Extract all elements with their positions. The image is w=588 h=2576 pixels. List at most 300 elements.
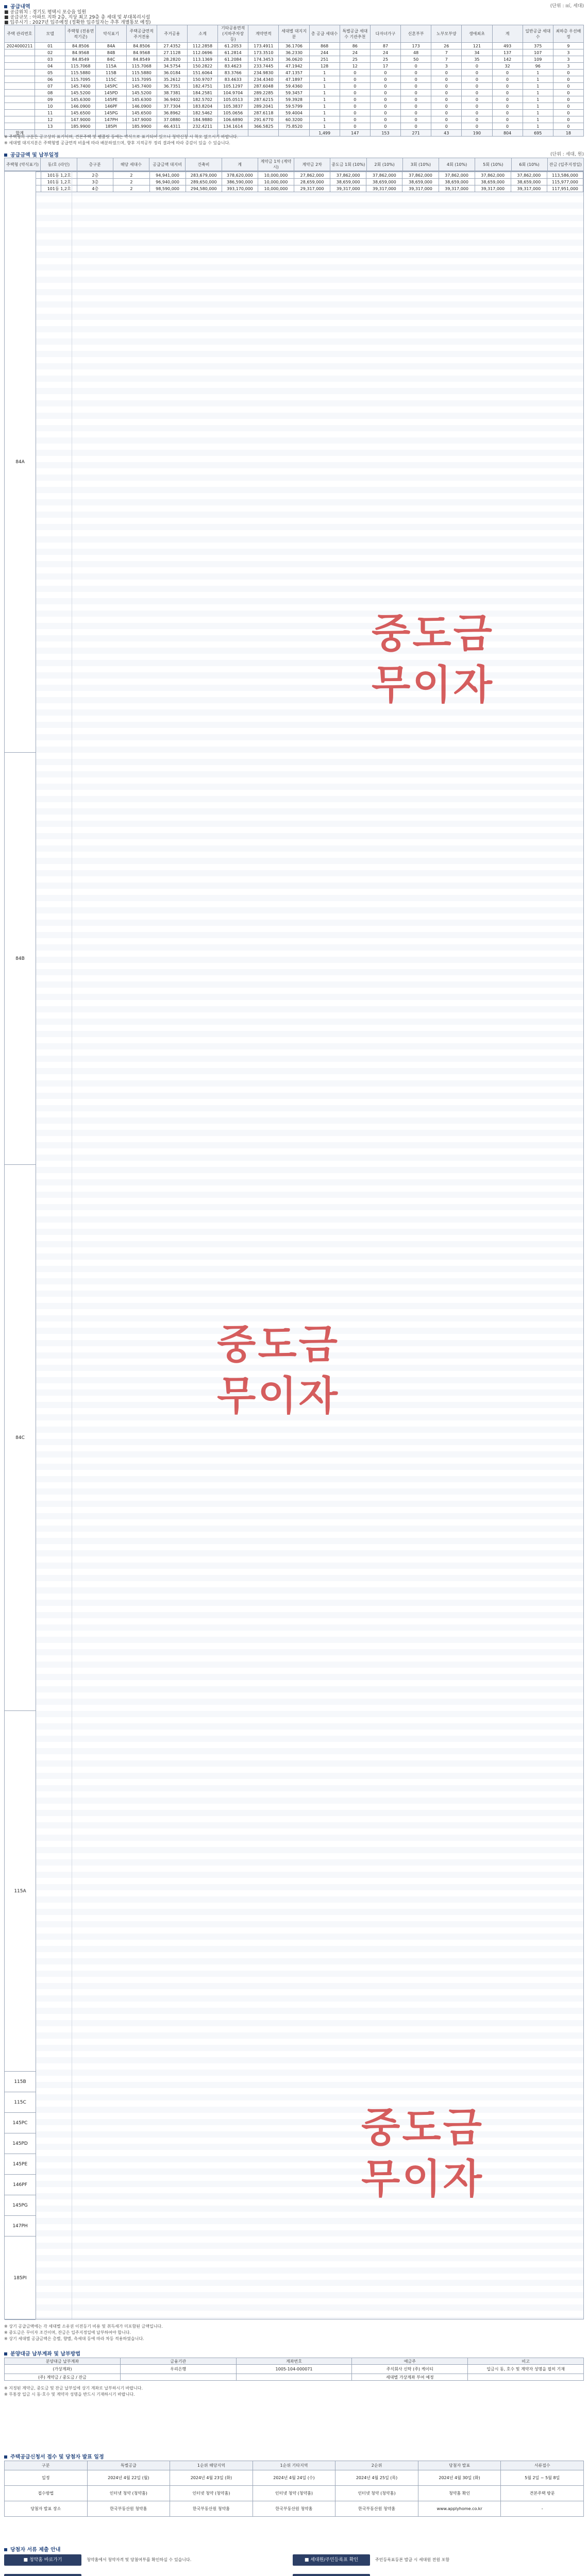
supply-cell: 36.7351 bbox=[157, 83, 187, 90]
supply-cell: 02 bbox=[35, 49, 65, 56]
price-cell: 10,000,000 bbox=[258, 172, 294, 179]
supply-cell: 84.8549 bbox=[126, 56, 157, 63]
supply-row bbox=[5, 70, 584, 76]
account-row bbox=[5, 2365, 584, 2374]
supply-header-cell: 세대별 대지지분 bbox=[279, 25, 309, 43]
schedule-header-cell: 당첨자 발표 bbox=[418, 2461, 501, 2470]
supply-cell: 36.0620 bbox=[279, 56, 309, 63]
supply-cell: 105.0513 bbox=[218, 96, 248, 103]
price-table-body bbox=[4, 171, 584, 2319]
price-header-cell: 3회 (10%) bbox=[402, 158, 439, 171]
supply-cell: 83.3766 bbox=[218, 70, 248, 76]
supply-cell: 59.3928 bbox=[279, 96, 309, 103]
price-header-cell: 5회 (10%) bbox=[475, 158, 511, 171]
supply-cell: 145.6500 bbox=[126, 110, 157, 116]
stamp-interest-free-1 bbox=[330, 608, 536, 711]
supply-cell bbox=[5, 49, 35, 56]
price-heading bbox=[4, 150, 59, 158]
info-line-location: ■ 공급위치 : 경기도 평택시 포승읍 일원 bbox=[4, 10, 87, 15]
supply-cell: 1 bbox=[309, 70, 340, 76]
supply-cell: 0 bbox=[401, 76, 431, 83]
supply-cell: 0 bbox=[401, 123, 431, 130]
supply-heading-text: 공급내역 bbox=[10, 4, 30, 10]
supply-cell: 48 bbox=[401, 49, 431, 56]
stamp-1-line-1: 중도금 bbox=[371, 611, 495, 657]
supply-cell: 87 bbox=[370, 43, 400, 49]
supply-cell: 11 bbox=[35, 110, 65, 116]
supply-cell: 493 bbox=[492, 43, 523, 49]
price-cell: 117,951,000 bbox=[547, 185, 583, 192]
supply-cell: 09 bbox=[35, 96, 65, 103]
price-note-1: ※ 상기 공급금액에는 각 세대별 소유권 이전등기 비용 및 취득세가 미포함된 금액입니다. bbox=[4, 2324, 163, 2329]
price-cell: 386,590,000 bbox=[222, 179, 258, 185]
schedule-cell: 2024년 4월 24일 (수) bbox=[253, 2470, 335, 2486]
supply-cell: 150.9707 bbox=[187, 76, 217, 83]
supply-cell: 1 bbox=[523, 90, 553, 96]
price-cell: 3층 bbox=[77, 179, 113, 185]
supply-cell bbox=[5, 123, 35, 130]
price-cell: 39,317,000 bbox=[402, 185, 439, 192]
supply-cell: 0 bbox=[340, 76, 370, 83]
price-header-cell: 잔금 (입주지정일) bbox=[547, 158, 583, 171]
supply-cell: 0 bbox=[340, 90, 370, 96]
supply-cell: 0 bbox=[370, 70, 400, 76]
price-header-cell: 계 bbox=[222, 158, 258, 171]
price-cell: 96,940,000 bbox=[149, 179, 186, 185]
supply-cell: 0 bbox=[553, 76, 583, 83]
price-cell: 38,659,000 bbox=[402, 179, 439, 185]
supply-cell: 174.3453 bbox=[248, 56, 279, 63]
supply-cell: 25 bbox=[340, 56, 370, 63]
supply-header-cell: 계 bbox=[492, 25, 523, 43]
supply-cell: 59.4360 bbox=[279, 83, 309, 90]
price-cell: 10,000,000 bbox=[258, 185, 294, 192]
schedule-header-cell: 1순위 해당지역 bbox=[170, 2461, 253, 2470]
schedule-cell: 접수방법 bbox=[5, 2486, 88, 2501]
supply-cell: 0 bbox=[462, 83, 492, 90]
supply-cell: 173.4911 bbox=[248, 43, 279, 49]
supply-cell: 07 bbox=[35, 83, 65, 90]
supply-cell: 106.6890 bbox=[218, 116, 248, 123]
supply-cell: 287.6048 bbox=[248, 83, 279, 90]
supply-cell: 0 bbox=[401, 103, 431, 110]
supply-cell: 47.1357 bbox=[279, 70, 309, 76]
price-heading-text: 공급금액 및 납부일정 bbox=[10, 152, 59, 158]
supply-cell: 84C bbox=[96, 56, 126, 63]
price-cell: 2층 bbox=[77, 172, 113, 179]
price-cell: 39,317,000 bbox=[366, 185, 402, 192]
price-group-label: 115C bbox=[5, 2092, 36, 2113]
price-cell: 37,862,000 bbox=[366, 172, 402, 179]
price-cell: 38,659,000 bbox=[366, 179, 402, 185]
info-line-move-in: ■ 입주시기 : 2027년 입주예정 (정확한 입주일자는 추후 개별통보 예정) bbox=[4, 20, 151, 25]
supply-cell: 36.2330 bbox=[279, 49, 309, 56]
supply-cell bbox=[5, 90, 35, 96]
supply-total-cell: 18 bbox=[553, 130, 583, 137]
supply-cell: 13 bbox=[35, 123, 65, 130]
supply-cell: 0 bbox=[462, 110, 492, 116]
document-buttons-area bbox=[4, 2554, 584, 2576]
price-cell: 37,862,000 bbox=[402, 172, 439, 179]
supply-cell: 60.3200 bbox=[279, 116, 309, 123]
supply-cell: 115.7068 bbox=[65, 63, 96, 70]
supply-cell bbox=[5, 103, 35, 110]
account-subcell: 세대별 가상계좌 부여 예정 bbox=[352, 2374, 468, 2381]
supply-cell: 84.9568 bbox=[126, 49, 157, 56]
supply-cell: 0 bbox=[370, 116, 400, 123]
supply-cell: 0 bbox=[492, 103, 523, 110]
supply-total-cell: 153 bbox=[370, 130, 400, 137]
supply-cell: 142 bbox=[492, 56, 523, 63]
account-header-cell: 금융기관 bbox=[120, 2358, 236, 2365]
buttons-heading-text: 당첨자 서류 제출 안내 bbox=[10, 2547, 61, 2553]
supply-cell: 147.9000 bbox=[126, 116, 157, 123]
supply-cell: 1 bbox=[523, 103, 553, 110]
account-cell: 주식회사 신탁 (주) 케이티 bbox=[352, 2365, 468, 2374]
supply-cell: 0 bbox=[553, 90, 583, 96]
supply-cell: 1 bbox=[309, 96, 340, 103]
schedule-header-cell: 특별공급 bbox=[87, 2461, 170, 2470]
supply-cell: 234.4340 bbox=[248, 76, 279, 83]
supply-cell: 1 bbox=[309, 103, 340, 110]
supply-cell: 0 bbox=[401, 110, 431, 116]
schedule-cell: 인터넷 청약 (청약홈) bbox=[335, 2486, 418, 2501]
supply-total-cell: 695 bbox=[523, 130, 553, 137]
supply-cell: 1 bbox=[309, 76, 340, 83]
supply-cell: 34.5754 bbox=[157, 63, 187, 70]
document-link-description: 주민등록표등본 발급 시 세대원 전원 포함 bbox=[375, 2557, 450, 2562]
document-link-button[interactable] bbox=[4, 2574, 81, 2576]
supply-cell: 375 bbox=[523, 43, 553, 49]
supply-cell: 147PH bbox=[96, 116, 126, 123]
supply-cell: 83.4633 bbox=[218, 76, 248, 83]
supply-cell: 32 bbox=[492, 63, 523, 70]
supply-cell: 137 bbox=[492, 49, 523, 56]
supply-cell: 1 bbox=[309, 116, 340, 123]
supply-cell: 0 bbox=[340, 96, 370, 103]
supply-cell: 182.5702 bbox=[187, 96, 217, 103]
supply-cell: 0 bbox=[462, 96, 492, 103]
supply-cell: 0 bbox=[553, 83, 583, 90]
supply-cell: 113.1369 bbox=[187, 56, 217, 63]
supply-cell: 115.5880 bbox=[126, 70, 157, 76]
supply-cell: 25 bbox=[370, 56, 400, 63]
schedule-header-cell: 서류접수 bbox=[501, 2461, 584, 2470]
schedule-cell: 2024년 4월 23일 (화) bbox=[170, 2470, 253, 2486]
supply-row bbox=[5, 96, 584, 103]
price-cell: 38,659,000 bbox=[439, 179, 475, 185]
supply-cell: 145.6300 bbox=[126, 96, 157, 103]
supply-note-2: ※ 세대별 대지지분은 주택형별 공급면적 비율에 따라 배분하였으며, 향후 지적공부 정리 결과에 따라 증감이 있을 수 있습니다. bbox=[4, 141, 230, 145]
account-header-cell: 분양대금 납부계좌 bbox=[5, 2358, 121, 2365]
price-cell: 37,862,000 bbox=[439, 172, 475, 179]
schedule-cell: 한국부동산원 청약홈 bbox=[335, 2501, 418, 2517]
supply-cell bbox=[5, 96, 35, 103]
price-cell: 39,317,000 bbox=[330, 185, 366, 192]
price-cell: 393,170,000 bbox=[222, 185, 258, 192]
price-group-label: 145PC bbox=[5, 2113, 36, 2133]
supply-cell: 84.8506 bbox=[65, 43, 96, 49]
supply-total-cell: 합계 bbox=[5, 130, 35, 137]
price-note-3: ※ 상기 세대별 공급금액은 층별, 향별, 측세대 등에 따라 차등 적용하였습니다. bbox=[4, 2336, 144, 2341]
price-header-cell: 건축비 bbox=[186, 158, 222, 171]
price-header-cell: 계약금 2차 bbox=[294, 158, 330, 171]
supply-cell: 36.1706 bbox=[279, 43, 309, 49]
document-link-button[interactable]: ■ 청약홈 바로가기 bbox=[4, 2554, 81, 2566]
document-link-button[interactable]: ■ 세대원/주민등록표 확인 bbox=[293, 2554, 370, 2566]
supply-cell: 50 bbox=[401, 56, 431, 63]
supply-cell: 184.9880 bbox=[187, 116, 217, 123]
account-cell: 1005-104-000071 bbox=[236, 2365, 352, 2374]
supply-cell: 105.1297 bbox=[218, 83, 248, 90]
supply-cell: 0 bbox=[462, 76, 492, 83]
supply-cell: 1 bbox=[523, 76, 553, 83]
buttons-heading bbox=[4, 2545, 60, 2553]
supply-cell: 109 bbox=[523, 56, 553, 63]
supply-row bbox=[5, 116, 584, 123]
supply-cell: 1 bbox=[523, 70, 553, 76]
supply-header-cell: 총 공급 세대수 bbox=[309, 25, 340, 43]
supply-cell: 0 bbox=[401, 90, 431, 96]
supply-header-cell: 주거공용 bbox=[157, 25, 187, 43]
supply-cell: 61.2053 bbox=[218, 43, 248, 49]
supply-cell: 0 bbox=[370, 103, 400, 110]
supply-cell: 0 bbox=[492, 110, 523, 116]
supply-cell: 0 bbox=[553, 116, 583, 123]
supply-cell: 0 bbox=[401, 63, 431, 70]
schedule-cell: 2024년 4월 22일 (월) bbox=[87, 2470, 170, 2486]
supply-cell: 0 bbox=[431, 70, 462, 76]
supply-header-cell: 특별공급 세대수 기관추천 bbox=[340, 25, 370, 43]
account-subcell: (주) 계약금 / 중도금 / 잔금 bbox=[5, 2374, 121, 2381]
supply-cell: 185.9900 bbox=[126, 123, 157, 130]
supply-cell: 121 bbox=[462, 43, 492, 49]
supply-cell: 59.3457 bbox=[279, 90, 309, 96]
supply-cell: 0 bbox=[370, 83, 400, 90]
price-row bbox=[5, 185, 583, 192]
price-cell: 113,586,000 bbox=[547, 172, 583, 179]
account-subcell bbox=[236, 2374, 352, 2381]
price-cell: 101동 1,2호 bbox=[41, 185, 77, 192]
supply-cell: 150.2822 bbox=[187, 63, 217, 70]
supply-cell: 12 bbox=[340, 63, 370, 70]
supply-row bbox=[5, 49, 584, 56]
stamp-interest-free-2 bbox=[175, 1319, 381, 1422]
supply-header-cell: 약식표기 bbox=[96, 25, 126, 43]
supply-cell: 0 bbox=[553, 103, 583, 110]
stamp-1-line-2: 무이자 bbox=[371, 662, 495, 708]
price-header-cell: 계약금 1차 (계약시) bbox=[258, 158, 294, 171]
supply-cell: 0 bbox=[431, 123, 462, 130]
schedule-cell: 한국부동산원 청약홈 bbox=[87, 2501, 170, 2517]
supply-cell: 146.0900 bbox=[126, 103, 157, 110]
price-header-cell: 주택형 (약식표기) bbox=[5, 158, 41, 171]
supply-row bbox=[5, 63, 584, 70]
supply-cell: 115C bbox=[96, 76, 126, 83]
document-link-description: 청약홈에서 청약자격 및 당첨여부를 확인하실 수 있습니다. bbox=[87, 2557, 192, 2562]
supply-cell: 0 bbox=[370, 110, 400, 116]
supply-cell: 34 bbox=[462, 49, 492, 56]
supply-cell: 0 bbox=[462, 103, 492, 110]
supply-cell: 287.6118 bbox=[248, 110, 279, 116]
price-cell: 39,317,000 bbox=[439, 185, 475, 192]
supply-cell: 59.5799 bbox=[279, 103, 309, 110]
supply-header-cell: 주택 관리번호 bbox=[5, 25, 35, 43]
supply-cell: 84.8549 bbox=[65, 56, 96, 63]
supply-header-cell: 모델 bbox=[35, 25, 65, 43]
price-cell: 39,317,000 bbox=[511, 185, 547, 192]
supply-header-cell: 생애최초 bbox=[462, 25, 492, 43]
supply-cell: 1 bbox=[523, 110, 553, 116]
supply-cell: 145PE bbox=[96, 96, 126, 103]
supply-cell: 96 bbox=[523, 63, 553, 70]
supply-cell: 75.8520 bbox=[279, 123, 309, 130]
supply-cell: 112.0696 bbox=[187, 49, 217, 56]
schedule-header-cell: 1순위 기타지역 bbox=[253, 2461, 335, 2470]
supply-cell: 289.2041 bbox=[248, 103, 279, 110]
supply-cell: 9 bbox=[553, 43, 583, 49]
supply-cell: 145PD bbox=[96, 90, 126, 96]
supply-cell: 7 bbox=[431, 56, 462, 63]
supply-cell: 38.7381 bbox=[157, 90, 187, 96]
supply-table bbox=[4, 25, 584, 137]
account-header-cell: 예금주 bbox=[352, 2358, 468, 2365]
supply-total-cell: 271 bbox=[401, 130, 431, 137]
info-line-scale: ■ 공급규모 : 아파트 지하 2층, 지상 최고 29층 총 세대 및 부대복리시설 bbox=[4, 15, 150, 20]
supply-cell: 35 bbox=[462, 56, 492, 63]
supply-cell: 47.1942 bbox=[279, 63, 309, 70]
supply-cell: 0 bbox=[340, 103, 370, 110]
supply-cell: 27.1128 bbox=[157, 49, 187, 56]
stamp-2-line-2: 무이자 bbox=[216, 1373, 340, 1419]
supply-cell: 251 bbox=[309, 56, 340, 63]
supply-cell: 145.6500 bbox=[65, 110, 96, 116]
account-heading-text: 분양대금 납부계좌 및 납부방법 bbox=[10, 2351, 81, 2357]
supply-header-cell: 소계 bbox=[187, 25, 217, 43]
price-cell: 4층 bbox=[77, 185, 113, 192]
supply-cell bbox=[5, 76, 35, 83]
supply-cell: 7 bbox=[431, 49, 462, 56]
supply-header-cell: 기타공용면적 (지하주차장 등) bbox=[218, 25, 248, 43]
supply-cell: 46.4311 bbox=[157, 123, 187, 130]
supply-cell: 0 bbox=[492, 70, 523, 76]
supply-cell: 128 bbox=[309, 63, 340, 70]
supply-cell: 0 bbox=[462, 123, 492, 130]
price-header-cell: 2회 (10%) bbox=[366, 158, 402, 171]
supply-cell: 115.7095 bbox=[126, 76, 157, 83]
supply-cell: 173.3510 bbox=[248, 49, 279, 56]
price-row bbox=[5, 179, 583, 185]
schedule-cell: 견본주택 방문 bbox=[501, 2486, 584, 2501]
supply-cell: 61.2814 bbox=[218, 49, 248, 56]
price-header-cell: 동/호 (라인) bbox=[41, 158, 77, 171]
supply-cell: 146.0900 bbox=[65, 103, 96, 110]
price-cell: 2 bbox=[113, 172, 149, 179]
supply-cell: 289.2285 bbox=[248, 90, 279, 96]
supply-header-cell: 최하층 우선배정 bbox=[553, 25, 583, 43]
supply-cell: 182.5462 bbox=[187, 110, 217, 116]
price-group-label: 146PF bbox=[5, 2175, 36, 2195]
supply-cell: 244 bbox=[309, 49, 340, 56]
supply-cell: 0 bbox=[553, 70, 583, 76]
supply-cell: 0 bbox=[553, 123, 583, 130]
supply-cell bbox=[5, 83, 35, 90]
supply-cell: 28.2820 bbox=[157, 56, 187, 63]
price-note-2: ※ 중도금은 무이자 조건이며, 잔금은 입주지정일에 납부하여야 합니다. bbox=[4, 2330, 131, 2335]
supply-cell: 1 bbox=[309, 123, 340, 130]
supply-cell: 0 bbox=[340, 83, 370, 90]
supply-cell: 0 bbox=[462, 63, 492, 70]
supply-cell: 107 bbox=[523, 49, 553, 56]
schedule-row bbox=[5, 2486, 584, 2501]
price-cell: 115,977,000 bbox=[547, 179, 583, 185]
schedule-heading bbox=[4, 2452, 104, 2460]
price-cell: 28,659,000 bbox=[294, 179, 330, 185]
schedule-row bbox=[5, 2470, 584, 2486]
supply-cell: 10 bbox=[35, 103, 65, 110]
supply-row bbox=[5, 110, 584, 116]
supply-row bbox=[5, 83, 584, 90]
supply-cell: 0 bbox=[462, 116, 492, 123]
supply-cell: 112.2858 bbox=[187, 43, 217, 49]
schedule-cell: 일정 bbox=[5, 2470, 88, 2486]
supply-cell: 233.7445 bbox=[248, 63, 279, 70]
supply-row bbox=[5, 76, 584, 83]
supply-cell: 47.1897 bbox=[279, 76, 309, 83]
supply-cell: 115B bbox=[96, 70, 126, 76]
supply-cell: 1 bbox=[523, 96, 553, 103]
account-cell: (가상계좌) bbox=[5, 2365, 121, 2374]
account-subcell bbox=[468, 2374, 584, 2381]
supply-cell: 287.6215 bbox=[248, 96, 279, 103]
price-cell: 378,620,000 bbox=[222, 172, 258, 179]
supply-cell bbox=[5, 70, 35, 76]
supply-cell: 0 bbox=[462, 90, 492, 96]
account-header-cell: 비고 bbox=[468, 2358, 584, 2365]
schedule-table bbox=[4, 2461, 584, 2517]
supply-cell: 24 bbox=[370, 49, 400, 56]
schedule-cell: 2024년 4월 30일 (화) bbox=[418, 2470, 501, 2486]
supply-header-cell: 신혼부부 bbox=[401, 25, 431, 43]
price-cell: 2 bbox=[113, 179, 149, 185]
supply-cell: 37.7304 bbox=[157, 103, 187, 110]
supply-cell: 0 bbox=[431, 76, 462, 83]
price-cell: 2 bbox=[113, 185, 149, 192]
price-cell: 94,941,000 bbox=[149, 172, 186, 179]
supply-cell: 145.5200 bbox=[126, 90, 157, 96]
stamp-2-line-1: 중도금 bbox=[216, 1321, 340, 1368]
supply-total-cell: 43 bbox=[431, 130, 462, 137]
supply-cell: 26 bbox=[431, 43, 462, 49]
supply-header-cell: 일반공급 세대수 bbox=[523, 25, 553, 43]
supply-cell: 0 bbox=[492, 116, 523, 123]
document-link-button[interactable] bbox=[293, 2574, 370, 2576]
supply-cell: 145PG bbox=[96, 110, 126, 116]
supply-cell: 3 bbox=[431, 63, 462, 70]
price-cell: 27,862,000 bbox=[294, 172, 330, 179]
price-cell: 39,317,000 bbox=[475, 185, 511, 192]
price-header-cell: 6회 (10%) bbox=[511, 158, 547, 171]
supply-header-cell: 계약면적 bbox=[248, 25, 279, 43]
price-cell: 294,580,000 bbox=[186, 185, 222, 192]
supply-unit: (단위 : ㎡, 세대) bbox=[550, 4, 584, 9]
price-group-label: 84B bbox=[5, 753, 36, 1165]
supply-cell: 1 bbox=[309, 90, 340, 96]
supply-cell: 35.2612 bbox=[157, 76, 187, 83]
supply-cell: 59.4004 bbox=[279, 110, 309, 116]
price-unit: (단위 : 세대, 원) bbox=[550, 152, 584, 157]
supply-cell: 145.6300 bbox=[65, 96, 96, 103]
